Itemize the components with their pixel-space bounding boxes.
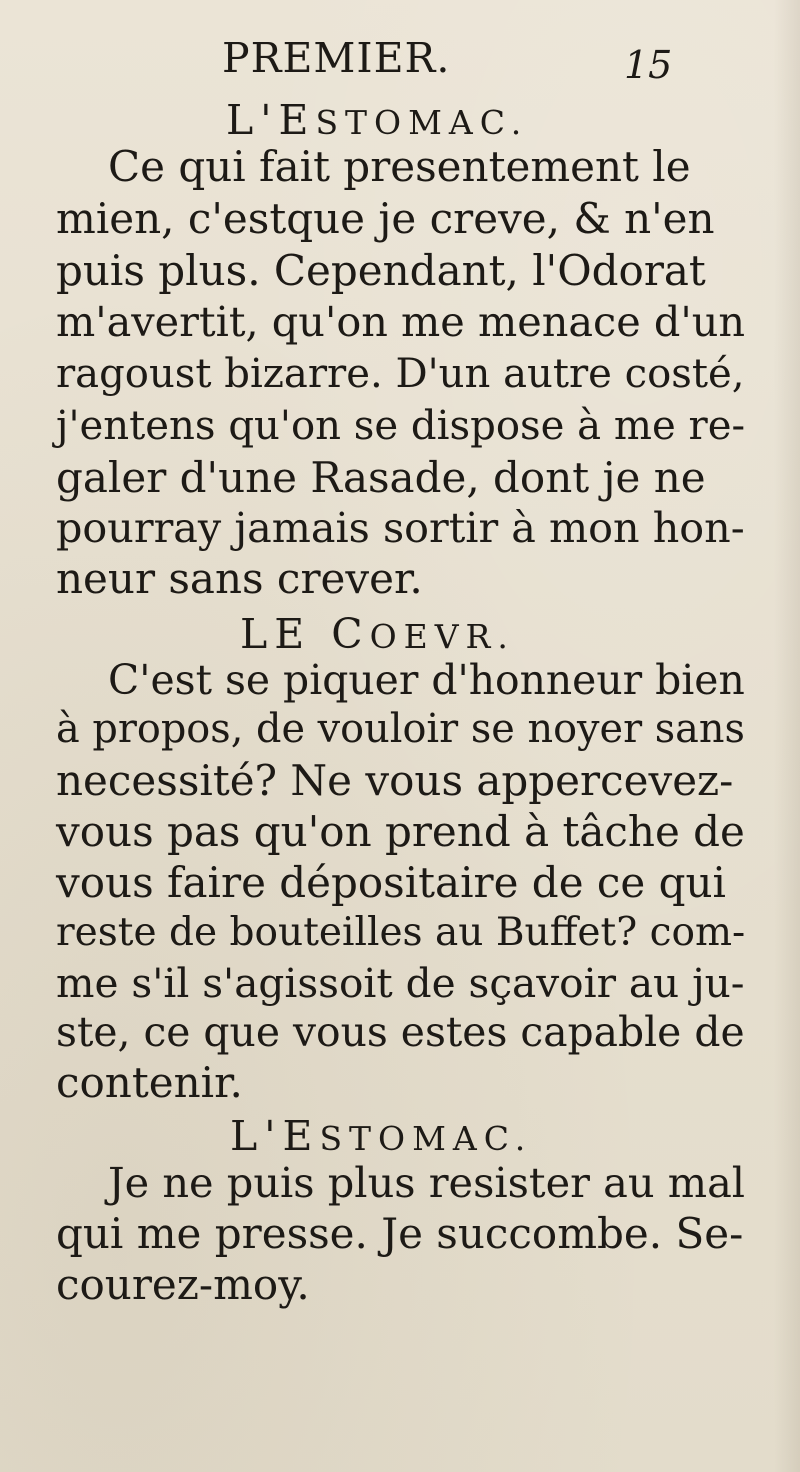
- text-line: Ce qui fait presentement le: [108, 142, 691, 191]
- text-line: contenir.: [56, 1058, 243, 1107]
- text-line: Je ne puis plus resister au mal: [108, 1158, 746, 1207]
- text-line: qui me presse. Je succombe. Se-: [56, 1209, 744, 1258]
- text-line: reste de bouteilles au Buffet? com-: [56, 910, 746, 955]
- text-line: j'entens qu'on se dispose à me re-: [56, 403, 746, 449]
- text-line: mien, c'estque je creve, & n'en: [56, 194, 715, 243]
- speaker-label-estomac: [230, 1112, 533, 1160]
- text-line: pourray jamais sortir à mon hon-: [56, 504, 745, 552]
- text-line: ragoust bizarre. D'un autre costé,: [56, 351, 745, 397]
- text-line: me s'il s'agissoit de sçavoir au ju-: [56, 959, 745, 1007]
- text-line: neur sans crever.: [56, 554, 423, 603]
- text-line: courez-moy.: [56, 1260, 310, 1309]
- text-line: necessité? Ne vous appercevez-: [56, 756, 734, 805]
- text-line: vous faire dépositaire de ce qui: [56, 858, 726, 907]
- speaker-initial: L'E: [230, 1112, 320, 1160]
- text-line: ste, ce que vous estes capable de: [56, 1008, 745, 1056]
- text-line: vous pas qu'on prend à tâche de: [56, 807, 745, 856]
- text-line: C'est se piquer d'honneur bien: [108, 656, 745, 704]
- page-edge-shadow: [774, 0, 800, 1472]
- speaker-initial: LE C: [240, 610, 370, 658]
- speaker-label-estomac: [226, 96, 529, 144]
- text-line: puis plus. Cependant, l'Odorat: [56, 246, 706, 295]
- speaker-label-coeur: [240, 610, 515, 658]
- page-number: 15: [624, 43, 673, 87]
- text-line: galer d'une Rasade, dont je ne: [56, 453, 706, 502]
- speaker-rest: OEVR.: [369, 617, 515, 656]
- speaker-rest: STOMAC.: [315, 103, 529, 142]
- speaker-initial: L'E: [226, 96, 316, 144]
- running-head: PREMIER.: [222, 34, 451, 82]
- text-line: à propos, de vouloir se noyer sans: [56, 706, 745, 752]
- text-line: m'avertit, qu'on me menace d'un: [56, 298, 746, 346]
- speaker-rest: STOMAC.: [319, 1119, 533, 1158]
